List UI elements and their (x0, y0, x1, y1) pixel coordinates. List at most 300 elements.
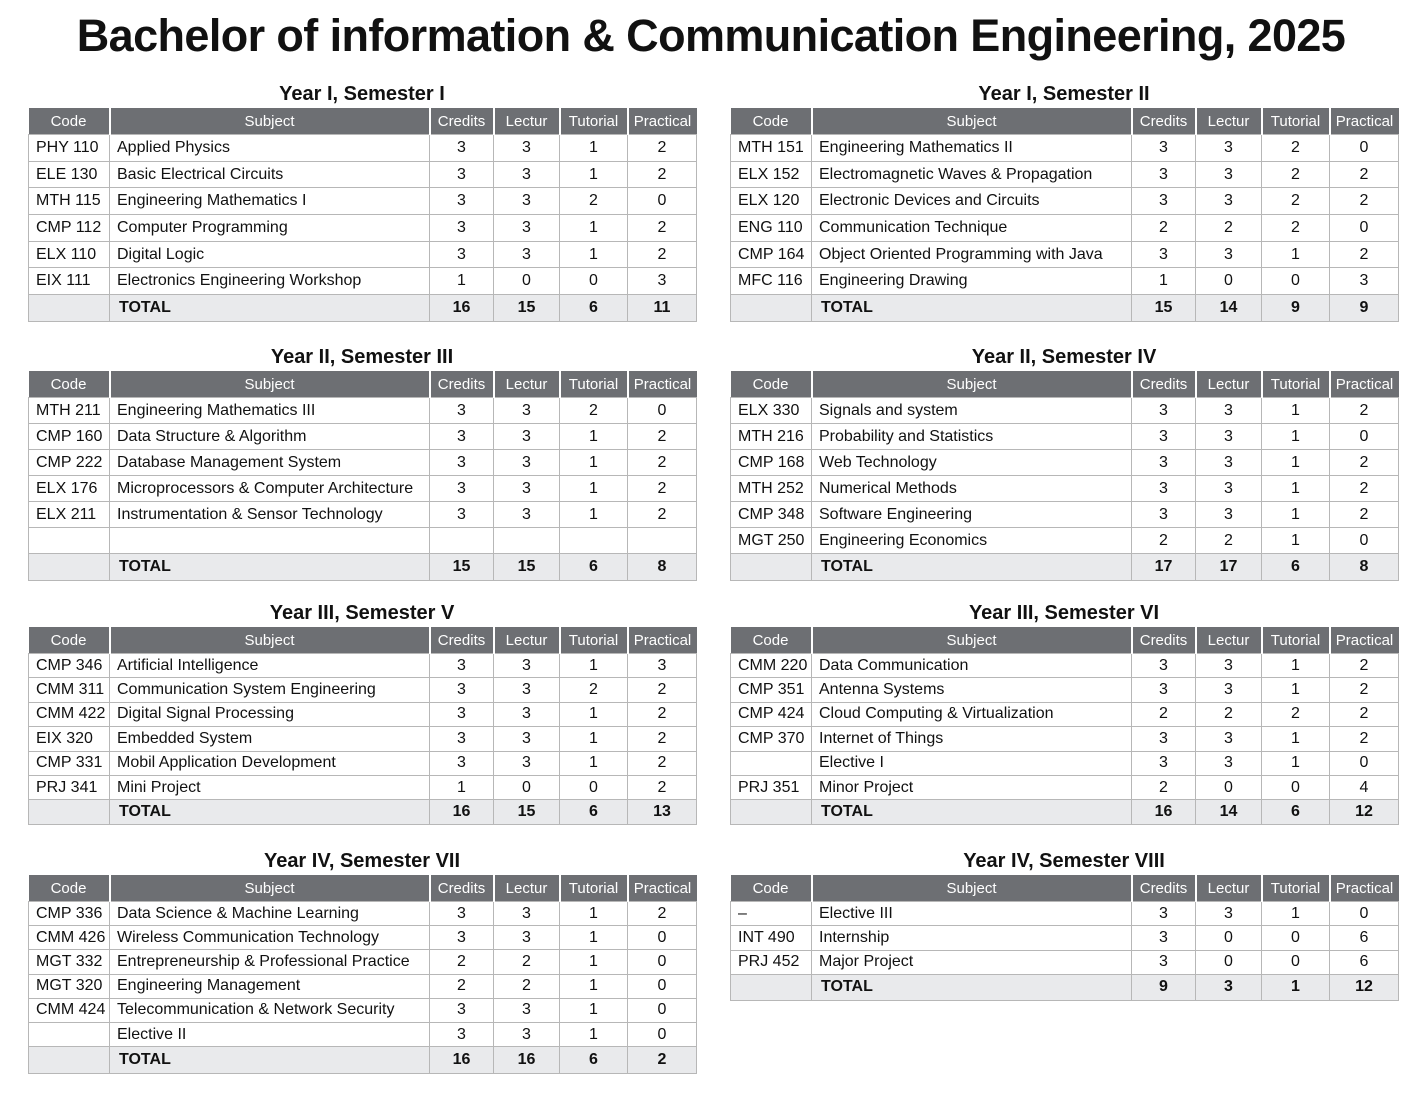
column-header-tutorial: Tutorial (560, 371, 628, 398)
semester-title: Year III, Semester VI (968, 602, 1160, 624)
cell-code: PHY 110 (29, 135, 110, 162)
cell-practical: 0 (1330, 424, 1399, 450)
cell-tutorial: 1 (560, 751, 628, 775)
cell-practical: 0 (1330, 215, 1399, 242)
cell-credits: 1 (1132, 268, 1196, 295)
cell-tutorial: 1 (560, 974, 628, 998)
semester-panel (28, 343, 696, 581)
cell-practical: 0 (1330, 135, 1399, 162)
cell-subject: Computer Programming (110, 215, 430, 242)
column-header-credits: Credits (430, 108, 494, 135)
table-row (731, 528, 1399, 554)
cell-lectures: 3 (494, 450, 560, 476)
table-row (731, 950, 1399, 974)
cell-subject: Engineering Mathematics II (812, 135, 1132, 162)
cell-subject: Mini Project (110, 775, 430, 799)
cell-practical: 6 (1330, 950, 1399, 974)
total-tutorial: 6 (560, 1047, 628, 1074)
cell-credits: 3 (430, 902, 494, 926)
course-table (730, 371, 1399, 581)
cell-practical: 0 (628, 950, 697, 974)
total-subject: TOTAL (812, 554, 1132, 581)
table-row (29, 974, 697, 998)
cell-tutorial: 1 (1262, 476, 1330, 502)
cell-tutorial: 2 (1262, 161, 1330, 188)
course-table (28, 627, 697, 825)
table-row (731, 476, 1399, 502)
total-lectures: 15 (494, 554, 560, 581)
cell-code: CMM 422 (29, 702, 110, 726)
cell-lectures: 3 (1196, 727, 1262, 751)
cell-tutorial: 1 (560, 161, 628, 188)
cell-tutorial: 1 (1262, 528, 1330, 554)
cell-tutorial: 1 (560, 502, 628, 528)
page-title: Bachelor of information & Communication Engineering, 2025 (76, 10, 1346, 61)
column-header-lectures: Lectur (494, 627, 560, 654)
cell-subject: Wireless Communication Technology (110, 926, 430, 950)
cell-lectures: 0 (1196, 775, 1262, 799)
cell-code (731, 751, 812, 775)
total-credits: 16 (430, 295, 494, 322)
cell-credits: 3 (430, 702, 494, 726)
column-header-practical: Practical (628, 875, 697, 902)
total-credits: 15 (430, 554, 494, 581)
cell-tutorial: 1 (1262, 902, 1330, 926)
total-code (731, 554, 812, 581)
cell-subject: Applied Physics (110, 135, 430, 162)
cell-lectures: 3 (494, 902, 560, 926)
header-row (29, 108, 697, 135)
cell-tutorial: 0 (1262, 926, 1330, 950)
cell-tutorial: 0 (560, 775, 628, 799)
cell-practical: 2 (628, 161, 697, 188)
table-row (29, 188, 697, 215)
cell-practical: 2 (1330, 450, 1399, 476)
cell-tutorial: 1 (560, 727, 628, 751)
cell-lectures: 3 (494, 751, 560, 775)
cell-credits: 3 (1132, 678, 1196, 702)
total-code (29, 800, 110, 825)
total-subject: TOTAL (110, 1047, 430, 1074)
cell-subject: Elective II (110, 1022, 430, 1046)
cell-practical: 2 (628, 727, 697, 751)
header-row (29, 371, 697, 398)
cell-credits: 3 (1132, 161, 1196, 188)
cell-credits: 3 (1132, 950, 1196, 974)
cell-practical: 2 (628, 424, 697, 450)
cell-practical: 2 (628, 775, 697, 799)
column-header-practical: Practical (628, 371, 697, 398)
total-practical: 13 (628, 800, 697, 825)
semester-panel (28, 847, 696, 1074)
column-header-credits: Credits (430, 371, 494, 398)
cell-tutorial: 1 (560, 424, 628, 450)
cell-credits: 2 (430, 950, 494, 974)
cell-practical: 2 (1330, 398, 1399, 424)
cell-lectures: 3 (494, 476, 560, 502)
cell-code: PRJ 452 (731, 950, 812, 974)
table-row (29, 424, 697, 450)
cell-credits: 3 (1132, 241, 1196, 268)
cell-practical: 0 (628, 398, 697, 424)
cell-credits: 2 (430, 974, 494, 998)
cell-code: EIX 111 (29, 268, 110, 295)
column-header-credits: Credits (1132, 108, 1196, 135)
cell-tutorial (560, 528, 628, 554)
cell-tutorial: 1 (560, 1022, 628, 1046)
table-row (29, 678, 697, 702)
total-lectures: 15 (494, 800, 560, 825)
column-header-tutorial: Tutorial (1262, 627, 1330, 654)
course-table (730, 108, 1399, 322)
cell-code: MGT 320 (29, 974, 110, 998)
cell-credits (430, 528, 494, 554)
cell-lectures: 3 (1196, 241, 1262, 268)
cell-code: ELX 211 (29, 502, 110, 528)
cell-code: ELE 130 (29, 161, 110, 188)
table-row (29, 135, 697, 162)
cell-code: INT 490 (731, 926, 812, 950)
cell-practical: 2 (628, 678, 697, 702)
total-credits: 15 (1132, 295, 1196, 322)
total-credits: 9 (1132, 974, 1196, 1000)
cell-code: CMM 426 (29, 926, 110, 950)
cell-credits: 3 (430, 502, 494, 528)
cell-credits: 3 (1132, 398, 1196, 424)
cell-code: PRJ 351 (731, 775, 812, 799)
table-row (29, 476, 697, 502)
cell-practical: 2 (1330, 161, 1399, 188)
cell-practical: 2 (1330, 678, 1399, 702)
cell-credits: 3 (1132, 476, 1196, 502)
cell-subject: Telecommunication & Network Security (110, 998, 430, 1022)
table-row (29, 1022, 697, 1046)
cell-practical: 2 (1330, 188, 1399, 215)
cell-lectures: 2 (1196, 215, 1262, 242)
cell-subject: Communication System Engineering (110, 678, 430, 702)
semester-title: Year I, Semester I (279, 83, 445, 105)
table-row (29, 161, 697, 188)
cell-tutorial: 2 (1262, 135, 1330, 162)
cell-lectures: 3 (494, 678, 560, 702)
column-header-lectures: Lectur (494, 371, 560, 398)
cell-credits: 3 (430, 215, 494, 242)
cell-practical: 0 (628, 1022, 697, 1046)
total-credits: 16 (430, 1047, 494, 1074)
cell-lectures: 3 (1196, 188, 1262, 215)
column-header-code: Code (29, 371, 110, 398)
total-row (29, 800, 697, 825)
cell-lectures: 3 (1196, 678, 1262, 702)
cell-tutorial: 1 (1262, 398, 1330, 424)
column-header-code: Code (731, 108, 812, 135)
cell-lectures: 3 (494, 398, 560, 424)
cell-practical: 3 (628, 268, 697, 295)
cell-lectures: 3 (1196, 161, 1262, 188)
cell-practical: 2 (1330, 727, 1399, 751)
cell-lectures: 3 (1196, 424, 1262, 450)
total-practical: 8 (628, 554, 697, 581)
cell-code: CMM 311 (29, 678, 110, 702)
table-row (29, 702, 697, 726)
cell-tutorial: 1 (560, 926, 628, 950)
cell-credits: 3 (430, 476, 494, 502)
total-lectures: 14 (1196, 295, 1262, 322)
cell-code (29, 1022, 110, 1046)
cell-tutorial: 1 (560, 135, 628, 162)
column-header-practical: Practical (1330, 371, 1399, 398)
cell-subject: Microprocessors & Computer Architecture (110, 476, 430, 502)
table-row (731, 727, 1399, 751)
cell-credits: 3 (430, 135, 494, 162)
header-row (731, 627, 1399, 654)
column-header-practical: Practical (1330, 875, 1399, 902)
total-lectures: 3 (1196, 974, 1262, 1000)
semester-title: Year II, Semester III (270, 346, 454, 368)
table-row (731, 398, 1399, 424)
cell-code: CMM 220 (731, 654, 812, 678)
header-row (731, 108, 1399, 135)
cell-lectures: 3 (494, 727, 560, 751)
column-header-lectures: Lectur (1196, 108, 1262, 135)
column-header-subject: Subject (110, 108, 430, 135)
cell-lectures: 3 (494, 998, 560, 1022)
cell-code: MTH 115 (29, 188, 110, 215)
column-header-subject: Subject (812, 627, 1132, 654)
cell-subject: Instrumentation & Sensor Technology (110, 502, 430, 528)
column-header-code: Code (731, 627, 812, 654)
cell-lectures: 3 (494, 161, 560, 188)
table-row (29, 502, 697, 528)
cell-subject: Internet of Things (812, 727, 1132, 751)
cell-credits: 3 (430, 450, 494, 476)
cell-practical: 0 (1330, 902, 1399, 926)
cell-code: CMP 424 (731, 702, 812, 726)
cell-tutorial: 1 (1262, 751, 1330, 775)
cell-credits: 3 (430, 998, 494, 1022)
total-tutorial: 1 (1262, 974, 1330, 1000)
table-row (29, 215, 697, 242)
cell-practical: 0 (1330, 751, 1399, 775)
cell-lectures: 3 (1196, 476, 1262, 502)
cell-tutorial: 1 (1262, 424, 1330, 450)
cell-credits: 3 (1132, 926, 1196, 950)
table-row (731, 215, 1399, 242)
table-row (731, 702, 1399, 726)
cell-credits: 3 (430, 654, 494, 678)
total-practical: 8 (1330, 554, 1399, 581)
cell-credits: 3 (430, 926, 494, 950)
total-row (29, 554, 697, 581)
cell-tutorial: 1 (560, 998, 628, 1022)
cell-tutorial: 1 (560, 450, 628, 476)
column-header-credits: Credits (430, 875, 494, 902)
cell-code: CMP 351 (731, 678, 812, 702)
total-row (731, 295, 1399, 322)
cell-credits: 3 (430, 398, 494, 424)
column-header-practical: Practical (1330, 108, 1399, 135)
cell-practical: 2 (628, 502, 697, 528)
semester-panel (730, 847, 1398, 1001)
cell-tutorial: 1 (560, 902, 628, 926)
cell-practical: 2 (1330, 702, 1399, 726)
cell-code: CMP 370 (731, 727, 812, 751)
cell-tutorial: 2 (1262, 702, 1330, 726)
column-header-practical: Practical (628, 108, 697, 135)
table-row (731, 188, 1399, 215)
header-row (731, 371, 1399, 398)
cell-credits: 2 (1132, 702, 1196, 726)
table-row (29, 398, 697, 424)
cell-code: CMP 348 (731, 502, 812, 528)
cell-lectures: 3 (1196, 502, 1262, 528)
cell-code: CMP 112 (29, 215, 110, 242)
cell-practical: 3 (628, 654, 697, 678)
semester-title: Year III, Semester V (269, 602, 455, 624)
cell-subject: Web Technology (812, 450, 1132, 476)
header-row (731, 875, 1399, 902)
cell-subject: Embedded System (110, 727, 430, 751)
table-row (731, 135, 1399, 162)
total-code (731, 974, 812, 1000)
cell-code: MFC 116 (731, 268, 812, 295)
column-header-tutorial: Tutorial (560, 627, 628, 654)
total-code (29, 295, 110, 322)
cell-tutorial: 1 (1262, 678, 1330, 702)
cell-tutorial: 0 (1262, 775, 1330, 799)
cell-credits: 1 (430, 268, 494, 295)
semester-title: Year I, Semester II (978, 83, 1150, 105)
cell-lectures: 3 (494, 241, 560, 268)
table-row (731, 678, 1399, 702)
cell-subject: Internship (812, 926, 1132, 950)
cell-practical: 2 (1330, 654, 1399, 678)
semester-panel (28, 599, 696, 825)
table-row (29, 528, 697, 554)
column-header-code: Code (29, 108, 110, 135)
cell-credits: 3 (430, 727, 494, 751)
cell-subject: Software Engineering (812, 502, 1132, 528)
cell-lectures: 0 (1196, 268, 1262, 295)
cell-tutorial: 2 (1262, 188, 1330, 215)
table-row (731, 654, 1399, 678)
total-lectures: 15 (494, 295, 560, 322)
cell-subject: Data Structure & Algorithm (110, 424, 430, 450)
cell-lectures: 3 (1196, 135, 1262, 162)
cell-subject: Engineering Mathematics III (110, 398, 430, 424)
cell-practical: 2 (628, 476, 697, 502)
cell-tutorial: 1 (560, 215, 628, 242)
cell-lectures: 3 (494, 135, 560, 162)
cell-code: CMP 336 (29, 902, 110, 926)
table-row (29, 926, 697, 950)
cell-practical: 0 (628, 998, 697, 1022)
column-header-credits: Credits (1132, 627, 1196, 654)
table-row (731, 775, 1399, 799)
total-practical: 12 (1330, 800, 1399, 825)
cell-subject: Cloud Computing & Virtualization (812, 702, 1132, 726)
cell-credits: 1 (430, 775, 494, 799)
total-credits: 17 (1132, 554, 1196, 581)
cell-code: PRJ 341 (29, 775, 110, 799)
cell-code: CMP 160 (29, 424, 110, 450)
column-header-lectures: Lectur (494, 875, 560, 902)
cell-credits: 3 (1132, 727, 1196, 751)
cell-tutorial: 2 (560, 678, 628, 702)
total-practical: 2 (628, 1047, 697, 1074)
cell-subject: Engineering Drawing (812, 268, 1132, 295)
header-row (29, 875, 697, 902)
table-row (731, 751, 1399, 775)
cell-practical: 2 (628, 241, 697, 268)
total-tutorial: 6 (560, 295, 628, 322)
total-tutorial: 6 (560, 800, 628, 825)
cell-credits: 3 (430, 424, 494, 450)
cell-subject: Major Project (812, 950, 1132, 974)
semester-panel (730, 599, 1398, 825)
cell-lectures: 3 (1196, 398, 1262, 424)
cell-practical (628, 528, 697, 554)
course-table (28, 875, 697, 1074)
cell-credits: 3 (430, 241, 494, 268)
cell-lectures: 3 (494, 702, 560, 726)
cell-credits: 2 (1132, 528, 1196, 554)
total-code (731, 800, 812, 825)
cell-subject: Basic Electrical Circuits (110, 161, 430, 188)
cell-subject: Communication Technique (812, 215, 1132, 242)
semester-title: Year IV, Semester VIII (963, 850, 1165, 872)
cell-subject: Electronic Devices and Circuits (812, 188, 1132, 215)
table-row (29, 268, 697, 295)
table-row (731, 450, 1399, 476)
cell-practical: 0 (628, 188, 697, 215)
column-header-practical: Practical (1330, 627, 1399, 654)
cell-lectures: 2 (494, 974, 560, 998)
cell-credits: 3 (430, 188, 494, 215)
cell-subject: Antenna Systems (812, 678, 1132, 702)
cell-code: MTH 151 (731, 135, 812, 162)
total-credits: 16 (430, 800, 494, 825)
cell-practical: 2 (628, 702, 697, 726)
table-row (731, 926, 1399, 950)
semester-panel (730, 343, 1398, 581)
cell-practical: 2 (628, 215, 697, 242)
header-row (29, 627, 697, 654)
cell-subject (110, 528, 430, 554)
column-header-subject: Subject (110, 875, 430, 902)
cell-tutorial: 1 (1262, 450, 1330, 476)
total-tutorial: 6 (560, 554, 628, 581)
total-code (29, 554, 110, 581)
column-header-subject: Subject (110, 371, 430, 398)
cell-subject: Digital Logic (110, 241, 430, 268)
cell-tutorial: 1 (560, 950, 628, 974)
column-header-subject: Subject (110, 627, 430, 654)
column-header-lectures: Lectur (494, 108, 560, 135)
cell-practical: 3 (1330, 268, 1399, 295)
cell-code: MTH 216 (731, 424, 812, 450)
cell-lectures: 2 (494, 950, 560, 974)
total-code (29, 1047, 110, 1074)
cell-lectures: 3 (1196, 450, 1262, 476)
column-header-lectures: Lectur (1196, 371, 1262, 398)
cell-subject: Artificial Intelligence (110, 654, 430, 678)
cell-practical: 2 (628, 902, 697, 926)
table-row (29, 727, 697, 751)
total-row (29, 1047, 697, 1074)
cell-practical: 2 (628, 135, 697, 162)
cell-practical: 0 (628, 974, 697, 998)
